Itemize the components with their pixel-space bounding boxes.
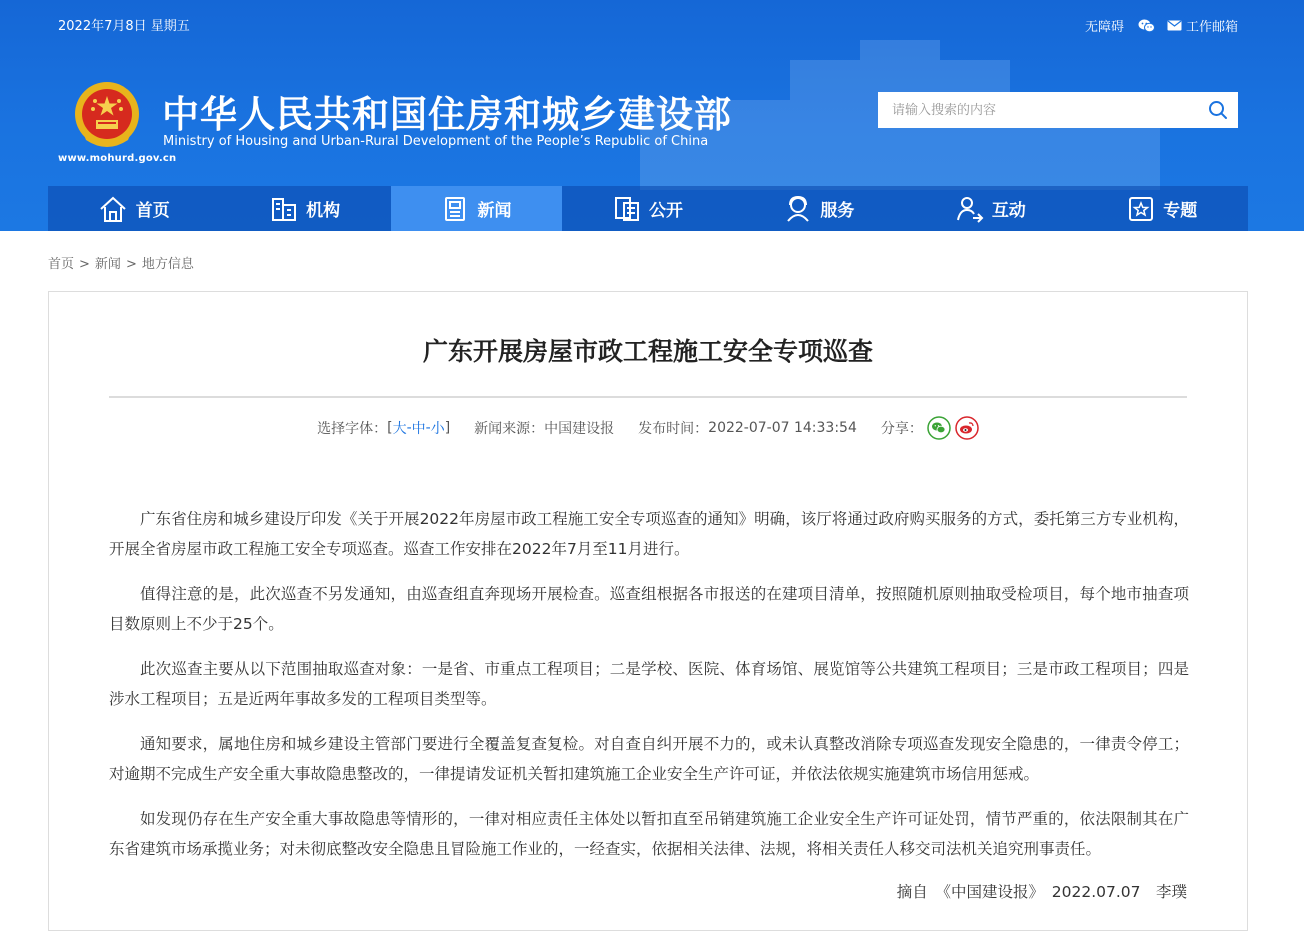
current-date: 2022年7月8日 星期五 [58,19,190,34]
site-header [0,0,1304,231]
nav-label: 新闻 [477,201,512,221]
source-value: 中国建设报 [544,421,615,437]
news-icon [442,195,470,223]
share-block [881,416,979,440]
time-label: 发布时间： [638,421,709,437]
mail-label: 工作邮箱 [1185,20,1238,35]
breadcrumb-separator: > [79,257,90,272]
breadcrumb-current[interactable]: 地方信息 [141,257,194,272]
document-icon [613,195,641,223]
breadcrumb-news[interactable]: 新闻 [94,257,121,272]
nav-label: 专题 [1163,201,1198,221]
nav-item-service[interactable] [734,186,905,231]
bracket-open: [ [387,420,393,436]
article-paragraph: 通知要求，属地住房和城乡建设主管部门要进行全覆盖复查复检。对自查自纠开展不力的，或未认真整改消除专项巡查发现安全隐患的，一律责令停工；对逾期不完成生产安全重大事故隐患整改的，一律提请发证机关暂扣建筑施工企业安全生产许可证，并依法依规实施建筑市场信用惩戒。 [109,735,1189,783]
top-links [1085,16,1238,35]
publish-time [638,418,857,438]
home-icon [98,195,128,223]
article-signature: 摘自 《中国建设报》 2022.07.07 李璞 [896,883,1187,901]
site-url: www.mohurd.gov.cn [58,153,177,164]
nav-item-interaction[interactable] [905,186,1076,231]
article-paragraph: 值得注意的是，此次巡查不另发通知，由巡查组直奔现场开展检查。巡查组根据各市报送的在建项目清单，按照随机原则抽取受检项目，每个地市抽查项目数原则上不少于25个。 [109,585,1189,633]
search-icon [1208,100,1228,120]
mail-icon [1167,20,1182,31]
service-icon [784,195,812,223]
article-container [48,291,1248,931]
time-value: 2022-07-07 14:33:54 [708,420,857,436]
font-size-medium-link[interactable]: 中 [411,421,426,437]
source-label: 新闻来源： [474,421,545,437]
nav-label: 公开 [648,201,683,221]
national-emblem-logo[interactable] [72,80,142,150]
nav-item-topic[interactable] [1077,186,1248,231]
nav-item-organization[interactable] [219,186,390,231]
article-paragraph: 广东省住房和城乡建设厅印发《关于开展2022年房屋市政工程施工安全专项巡查的通知》明确，该厅将通过政府购买服务的方式，委托第三方专业机构，开展全省房屋市政工程施工安全专项巡查。巡查工作安排在2022年7月至11月进行。 [109,510,1189,558]
main-nav [48,186,1248,231]
weibo-share-icon[interactable] [955,416,979,440]
nav-label: 服务 [820,201,855,221]
interaction-icon [956,195,984,223]
font-size-dash: - [425,420,431,436]
wechat-icon[interactable] [1138,19,1155,33]
article-paragraph: 如发现仍存在生产安全重大事故隐患等情形的，一律对相应责任主体处以暂扣直至吊销建筑施工企业安全生产许可证处罚，情节严重的，依法限制其在广东省建筑市场承揽业务；对未彻底整改安全隐患且冒险施工作业的，一经查实，依据相关法律、法规，将相关责任人移交司法机关追究刑事责任。 [109,810,1189,858]
building-icon [270,196,298,222]
search-box [878,92,1238,128]
breadcrumb [48,253,194,272]
font-size-selector [317,418,450,438]
nav-label: 机构 [306,201,341,221]
breadcrumb-home[interactable]: 首页 [48,257,75,272]
font-size-label: 选择字体： [317,421,388,437]
article-meta [49,416,1247,440]
bracket-close: ] [444,420,451,436]
font-size-small-link[interactable]: 小 [430,421,445,437]
accessibility-link[interactable]: 无障碍 [1084,20,1124,35]
nav-label: 互动 [991,201,1026,221]
topic-icon [1127,195,1155,223]
share-label: 分享： [880,421,923,437]
nav-label: 首页 [135,201,170,221]
work-mail-link[interactable] [1167,16,1238,35]
nav-item-public[interactable] [562,186,733,231]
site-subtitle: Ministry of Housing and Urban-Rural Development of the People’s Republic of China [163,134,709,149]
news-source [474,418,614,438]
breadcrumb-separator: > [125,257,137,272]
search-input[interactable] [878,92,1198,128]
font-size-dash: - [406,420,412,436]
wechat-share-icon[interactable] [927,416,951,440]
title-divider [109,396,1187,398]
site-title[interactable]: 中华人民共和国住房和城乡建设部 [162,93,732,136]
search-button[interactable] [1198,92,1238,128]
font-size-large-link[interactable]: 大 [392,421,407,437]
nav-item-home[interactable] [48,186,219,231]
nav-item-news[interactable] [391,186,562,231]
article-paragraph: 此次巡查主要从以下范围抽取巡查对象：一是省、市重点工程项目；二是学校、医院、体育场馆、展览馆等公共建筑工程项目；三是市政工程项目；四是涉水工程项目；五是近两年事故多发的工程项目类型等。 [109,660,1189,708]
article-title: 广东开展房屋市政工程施工安全专项巡查 [422,337,873,366]
article-body [109,504,1189,879]
